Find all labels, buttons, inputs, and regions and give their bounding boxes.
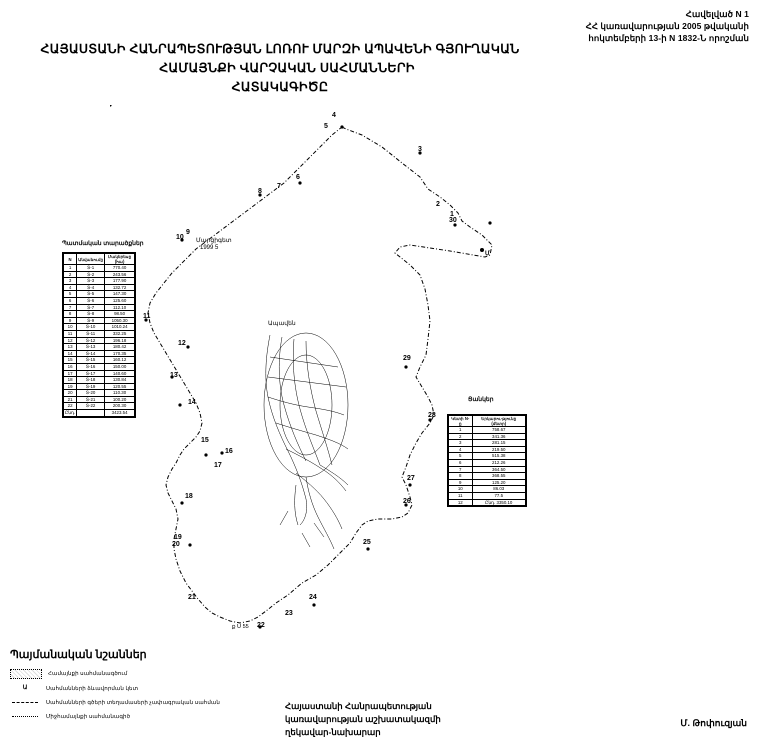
vertex-label: 15 [201,437,209,444]
historic-areas-table-cell: 180.42 [105,344,135,351]
segment-lengths-table-cell: 3 [449,440,473,447]
vertex-label: 10 [176,234,184,241]
vertex-label: 3 [418,146,422,153]
table-left-header-row [64,254,135,265]
segment-lengths-table-cell: 2 [449,433,473,440]
historic-areas-table-cell: 9 [64,317,77,324]
historic-areas-table-row [64,370,135,377]
vertex-label: 16 [225,448,233,455]
historic-areas-table-row [64,410,135,417]
segment-lengths-table-cell: 219.50 [472,446,525,453]
historic-areas-table-cell: Տ-9 [77,317,105,324]
vertex-label: 24 [309,594,317,601]
historic-areas-table-cell: Տ-6 [77,297,105,304]
historic-areas-table-row [64,390,135,397]
page-title-line-1: ՀԱՅԱՍՏԱՆԻ ՀԱՆՐԱՊԵՏՈՒԹՅԱՆ ԼՈՌՈՒ ՄԱՐԶԻ ԱՊԱՎԵՆԻ ԳՅՈՒՂԱԿԱՆ [40,42,520,56]
historic-areas-table-row [64,271,135,278]
legend-item [10,684,310,693]
segment-lengths-table-cell: 758.67 [472,427,525,434]
segment-lengths-table-row [449,446,526,453]
vertex-label: 2 [436,201,440,208]
historic-areas-table-row [64,304,135,311]
place-label-elevation: 1999 5 [200,245,219,251]
legend-item-label: Միջհամայնքի սահմանագիծ [46,713,131,720]
historic-areas-table-cell: Տ-20 [77,390,105,397]
historic-areas-table-row [64,317,135,324]
settlement-parcels [264,333,348,549]
table-left-col-1: Անվանումը [77,254,105,265]
segment-lengths-table-cell: 6 [449,459,473,466]
historic-areas-table-row [64,265,135,272]
table-right-caption: Ցանկեր [468,397,494,403]
vertex-label: 9 [186,229,190,236]
historic-areas-table-cell: 17 [64,370,77,377]
historic-areas-table-cell: 4 [64,284,77,291]
legend-item-label: Սահմանների ձևավորման կետ [46,685,139,692]
vertex-label: 11 [143,313,151,320]
historic-areas-table-row [64,291,135,298]
historic-areas-table-cell: Տ-21 [77,396,105,403]
vertex-label: 20 [172,541,180,548]
historic-areas-table-row [64,396,135,403]
vertex-label: 27 [407,475,415,482]
table-right-header-row [449,416,526,427]
historic-areas-table-cell: Տ-15 [77,357,105,364]
signatory-name: Մ. Թոփուզյան [680,718,747,728]
segment-lengths-table-cell: 341.36 [472,433,525,440]
segment-lengths-table-cell: 515.38 [472,453,525,460]
historic-areas-table-row [64,350,135,357]
historic-areas-table-cell: 1050.30 [105,317,135,324]
segment-lengths-table-row [449,440,526,447]
vertex-label: 14 [188,399,196,406]
historic-areas-table-cell: 6 [64,297,77,304]
vertex-label: 29 [403,355,411,362]
historic-areas-table-cell: Տ-2 [77,271,105,278]
historic-areas-table-cell: Տ-19 [77,383,105,390]
historic-areas-table-cell [77,410,105,417]
historic-areas-table-cell: 120.55 [105,383,135,390]
historic-areas-table-cell: 1 [64,265,77,272]
table-right-col-0: Կետի N-ը [449,416,473,427]
historic-areas-table-cell: Տ-17 [77,370,105,377]
historic-areas-table-cell: 2 [64,271,77,278]
historic-areas-table-cell: 177.90 [105,278,135,285]
segment-lengths-table-row [449,473,526,480]
segment-lengths-table-row [449,459,526,466]
historic-areas-table-row [64,297,135,304]
historic-areas-table-cell: Տ-13 [77,344,105,351]
historic-areas-table-row [64,278,135,285]
historic-areas-table-cell: Տ-4 [77,284,105,291]
historic-areas-table-cell: 160.12 [105,357,135,364]
historic-areas-table-cell: Տ-16 [77,363,105,370]
historic-areas-table-cell: 12 [64,337,77,344]
segment-lengths-table-row [449,466,526,473]
historic-areas-table-cell: Տ-5 [77,291,105,298]
historic-areas-table-cell: 110.30 [105,390,135,397]
historic-areas-table-row [64,363,135,370]
historic-areas-table-cell: 132.72 [105,284,135,291]
vertex-label: 25 [363,539,371,546]
page-title-line-3: ՀԱՏԱԿԱԳԻԾԸ [231,80,329,94]
point-letter-icon: Ա [22,685,28,691]
vertex-label: 12 [178,340,186,347]
vertex-label: 13 [170,372,178,379]
historic-areas-table-cell: 125.60 [105,297,135,304]
historic-areas-table-cell: 332.25 [105,330,135,337]
table-left-body [64,265,135,417]
vertex-label: 23 [285,610,293,617]
place-label-martsiget: Մարցիգետ [196,238,232,244]
segment-lengths-table-row [449,499,526,506]
legend-item [10,712,310,721]
segment-lengths-table-cell: 125.20 [472,479,525,486]
vertex-label: 8 [258,188,262,195]
segment-lengths-table-cell: 77.5 [472,492,525,499]
vertex-label: 30 [449,217,457,224]
historic-areas-table-cell: 3423.54 [105,410,135,417]
historic-areas-table-row [64,324,135,331]
segment-lengths-table-cell: 5 [449,453,473,460]
boundary-vertex-markers [110,105,492,629]
historic-areas-table-cell: Տ-12 [77,337,105,344]
map-drawing [110,105,530,645]
legend-item-label: Համայնքի սահմանագծում [48,671,128,677]
signature-block [285,700,441,739]
historic-areas-table-cell: 7 [64,304,77,311]
place-label-m: Մ [485,251,490,257]
historic-areas-table-row [64,403,135,410]
vertex-label: 28 [428,412,436,419]
historic-areas-table-cell: 14 [64,350,77,357]
historic-areas-table-cell: 21 [64,396,77,403]
segment-lengths-table-cell: 364.50 [472,466,525,473]
table-right-col-1: Երկարու-թյունը (մետր) [472,416,525,427]
segment-lengths-table-cell: Ընդ. 3350.10 [472,499,525,506]
segment-lengths-table-cell: 86.03 [472,486,525,493]
historic-areas-table-cell: 200.30 [105,403,135,410]
historic-areas-table-cell: 112.10 [105,304,135,311]
table-left-col-2: Մակերեսը (հա) [105,254,135,265]
table-left-col-0: N [64,254,77,265]
historic-areas-table-cell: 196.18 [105,337,135,344]
vertex-label: 4 [332,112,336,119]
historic-areas-table-cell: 1010.24 [105,324,135,331]
segment-lengths-table-cell: 11 [449,492,473,499]
historic-areas-table-cell: 18 [64,377,77,384]
vertex-label: 17 [214,462,222,469]
legend-title: Պայմանական նշաններ [10,649,147,661]
annex-line-3: հոկտեմբերի 13-ի N 1832-Ն որոշման [588,33,749,43]
historic-areas-table-cell: Տ-11 [77,330,105,337]
historic-areas-table-cell: 22 [64,403,77,410]
historic-areas-table-cell: 98.50 [105,311,135,318]
historic-areas-table-cell: Տ-22 [77,403,105,410]
vertex-label: 21 [188,594,196,601]
segment-lengths-table-cell: 1 [449,427,473,434]
segment-lengths-table-cell: 7 [449,466,473,473]
historic-areas-table-cell: Ընդ. [65,410,76,416]
vertex-label: 22 [257,622,265,629]
historic-areas-table-row [64,383,135,390]
annex-reference [586,8,749,44]
historic-areas-table-cell: 170.35 [105,350,135,357]
point-marker-a [480,248,484,252]
segment-lengths-table-cell: 368.55 [472,473,525,480]
page-title [0,40,560,97]
dotted-line-icon [10,712,40,721]
historic-areas-table-cell: Տ-3 [77,278,105,285]
historic-areas-table-cell: 100.20 [105,396,135,403]
historic-areas-table-cell: 3 [64,278,77,285]
place-label-apaven: Ապավեն [268,321,296,327]
annex-line-2: ՀՀ կառավարության 2005 թվականի [585,21,749,31]
legend-item [10,669,310,679]
segment-lengths-table-cell: 212.26 [472,459,525,466]
segment-lengths-table-row [449,479,526,486]
historic-areas-table-row [64,337,135,344]
historic-areas-table-cell: Տ-1 [77,265,105,272]
historic-areas-table-cell: 5 [64,291,77,298]
historic-areas-table-cell: 11 [64,330,77,337]
historic-areas-table-cell: Տ-10 [77,324,105,331]
table-left-caption: Պատմական տարածքներ [62,241,144,247]
annex-line-1: Հավելված N 1 [685,9,749,19]
legend-item [10,698,310,707]
historic-areas-table-cell: 15 [64,357,77,364]
historic-areas-table-cell: 770.40 [105,265,135,272]
segment-lengths-table-cell: 8 [449,473,473,480]
table-right-body [449,427,526,506]
dashed-line-icon [10,698,40,707]
scale-note: ք Ս 55 [232,624,249,630]
segment-lengths-table [447,414,527,507]
vertex-label: 7 [277,183,281,190]
historic-areas-table-cell: Տ-18 [77,377,105,384]
vertex-label: 26 [403,498,411,505]
historic-areas-table-cell: 19 [64,383,77,390]
segment-lengths-table-row [449,486,526,493]
vertex-label: 5 [324,123,328,130]
signature-line-2: կառավարության աշխատակազմի [285,714,441,724]
vertex-label: 1 [450,211,454,218]
historic-areas-table-cell: 10 [64,324,77,331]
segment-lengths-table-cell: 4 [449,446,473,453]
community-boundary-outline [148,127,492,623]
historic-areas-table-cell: 8 [64,311,77,318]
legend [10,648,310,726]
segment-lengths-table-row [449,492,526,499]
signature-line-1: Հայաստանի Հանրապետության [285,701,432,711]
segment-lengths-table-cell: 12 [449,499,473,506]
historic-areas-table-row [64,357,135,364]
segment-lengths-table-row [449,427,526,434]
signature-line-3: ղեկավար-նախարար [285,727,381,737]
segment-lengths-table-cell: 9 [449,479,473,486]
page-title-line-2: ՀԱՄԱՅՆՔԻ ՎԱՐՉԱԿԱՆ ՍԱՀՄԱՆՆԵՐԻ [159,61,415,75]
historic-areas-table-cell: 243.56 [105,271,135,278]
segment-lengths-table-row [449,433,526,440]
historic-areas-table-cell: Տ-8 [77,311,105,318]
historic-areas-table-cell: 130.84 [105,377,135,384]
vertex-label: 19 [174,534,182,541]
historic-areas-table-cell: 16 [64,363,77,370]
historic-areas-table-row [64,284,135,291]
historic-areas-table-cell: 20 [64,390,77,397]
historic-areas-table-cell: Տ-14 [77,350,105,357]
hatch-area-icon [10,669,42,679]
historic-areas-table-cell: 13 [64,344,77,351]
vertex-label: 18 [185,493,193,500]
vertex-label: 6 [296,174,300,181]
historic-areas-table [62,252,136,418]
historic-areas-table-row [64,311,135,318]
historic-areas-table-cell: 147.30 [105,291,135,298]
historic-areas-table-cell: Տ-7 [77,304,105,311]
segment-lengths-table-cell: 10 [449,486,473,493]
historic-areas-table-row [64,330,135,337]
segment-lengths-table-cell: 281.15 [472,440,525,447]
segment-lengths-table-row [449,453,526,460]
historic-areas-table-cell: 150.00 [105,363,135,370]
historic-areas-table-row [64,344,135,351]
historic-areas-table-cell: 140.60 [105,370,135,377]
historic-areas-table-row [64,377,135,384]
legend-item-label: Սահմանների գծերի տեղամասերի չափագրական սահման [46,699,220,706]
